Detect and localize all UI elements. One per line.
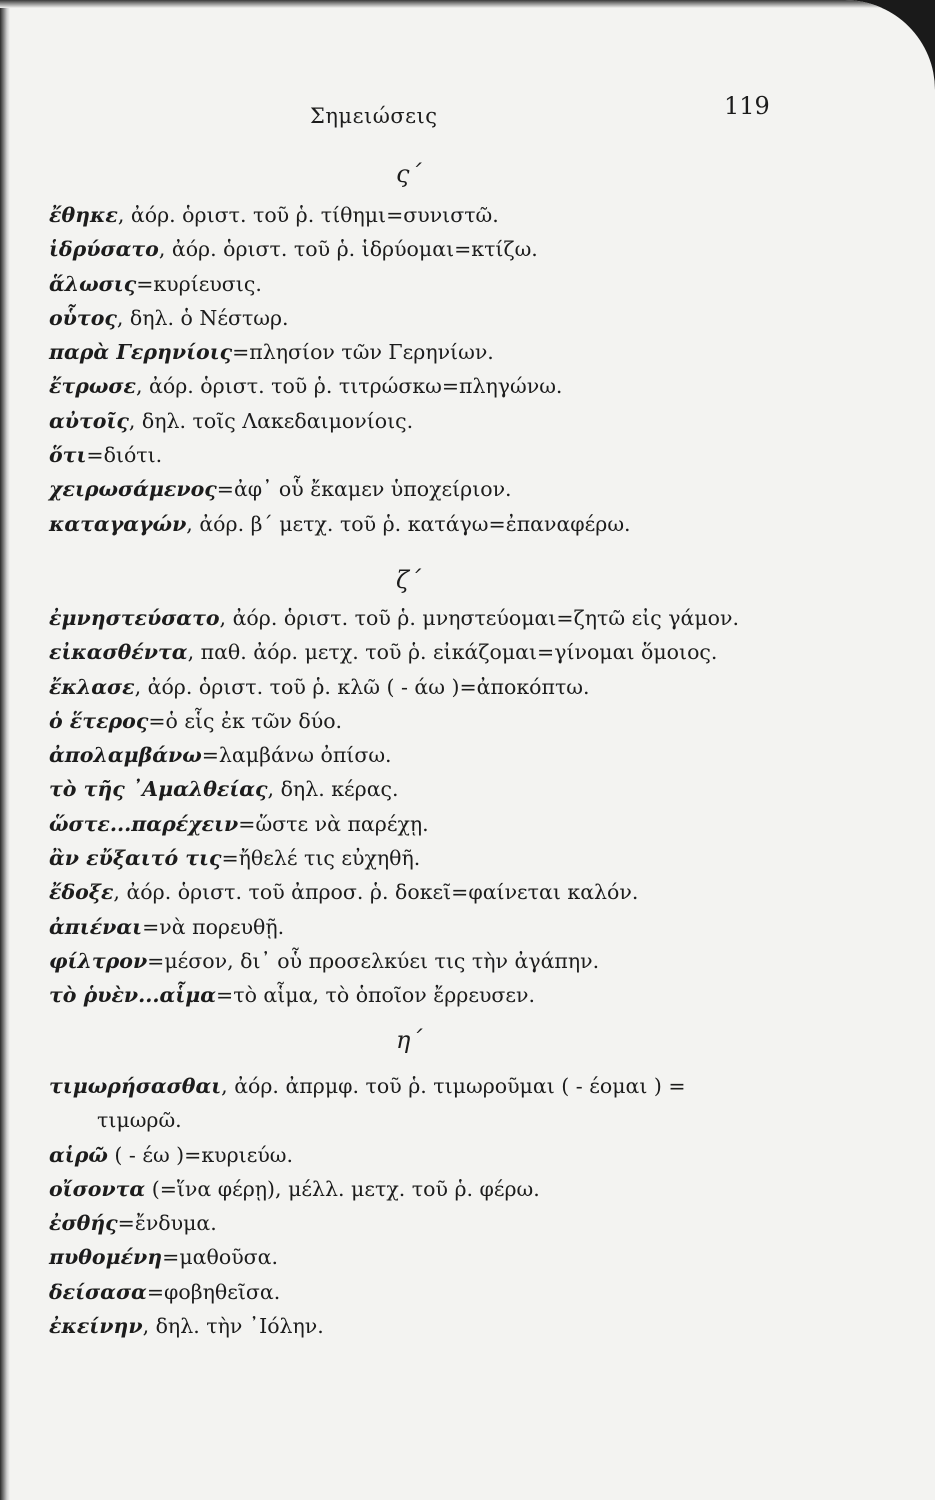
entry-gloss: ( - έω )=κυριεύω. [107, 1142, 294, 1167]
entry-gloss: , ἀόρ. ὁριστ. τοῦ ῥ. τίθημι=συνιστῶ. [117, 203, 499, 227]
entry-headword: καταγαγών [49, 511, 187, 536]
glossary-entry [49, 267, 809, 301]
glossary-entry [49, 738, 809, 772]
entry-gloss: , ἀόρ. β΄ μετχ. τοῦ ῥ. κατάγω=ἐπαναφέρω. [186, 511, 631, 536]
entry-headword: ἐσθής [49, 1211, 118, 1236]
entry-headword: ὥστε...παρέχειν [49, 811, 239, 836]
glossary-entry [49, 507, 809, 541]
glossary-list [49, 198, 809, 541]
entry-headword: ἔδοξε [49, 880, 114, 905]
glossary-entry-continuation [49, 1103, 809, 1137]
section-mark: ζ΄ [396, 566, 422, 594]
glossary-entry [49, 910, 809, 944]
entry-headword: δείσασα [49, 1279, 147, 1304]
glossary-entry [49, 875, 809, 909]
glossary-entry [49, 944, 809, 978]
entry-headword: ἂν εὔξαιτό τις [49, 846, 222, 871]
section-mark: ς΄ [396, 160, 422, 188]
glossary-entry [49, 438, 809, 472]
glossary-entry [49, 1275, 809, 1309]
entry-gloss: =φοβηθεῖσα. [146, 1279, 281, 1304]
entry-gloss: =τὸ αἷμα, τὸ ὁποῖον ἔρρευσεν. [216, 983, 535, 1008]
entry-gloss: =μέσον, δι᾽ οὗ προσελκύει τις τὴν ἀγάπην. [147, 948, 600, 973]
entry-headword: αὐτοῖς [49, 408, 129, 433]
section-mark: η΄ [396, 1026, 423, 1054]
glossary-entry [49, 369, 809, 403]
entry-gloss: , δηλ. κέρας. [267, 777, 399, 802]
entry-headword: ἔθηκε [49, 203, 118, 227]
entry-gloss: =ὁ εἷς ἐκ τῶν δύο. [148, 708, 343, 733]
glossary-entry [49, 704, 809, 738]
entry-gloss: =κυρίευσις. [136, 271, 262, 296]
entry-gloss: , ἀόρ. ὁριστ. τοῦ ῥ. κλῶ ( - άω )=ἀποκόπτω. [134, 674, 590, 699]
entry-gloss: , ἀόρ. ὁριστ. τοῦ ῥ. τιτρώσκω=πληγώνω. [136, 374, 563, 399]
entry-headword: ὁ ἕτερος [49, 708, 149, 733]
entry-headword: οὗτος [49, 305, 117, 330]
glossary-entry [49, 232, 809, 266]
entry-gloss: =ὥστε νὰ παρέχῃ. [238, 811, 429, 836]
glossary-entry [49, 472, 809, 506]
entry-gloss: , δηλ. τοῖς Λακεδαιμονίοις. [128, 408, 414, 433]
entry-gloss: =ἀφ᾽ οὗ ἔκαμεν ὑποχείριον. [216, 477, 512, 502]
entry-gloss: =διότι. [86, 443, 163, 468]
entry-gloss: , δηλ. τὴν ᾿Ιόλην. [142, 1314, 324, 1339]
entry-headword: τιμωρήσασθαι [49, 1074, 222, 1098]
entry-gloss: =πλησίον τῶν Γερηνίων. [232, 340, 494, 365]
glossary-entry [49, 670, 809, 704]
glossary-entry [49, 198, 809, 232]
glossary-entry [49, 807, 809, 841]
entry-gloss: , ἀόρ. ὁριστ. τοῦ ἀπροσ. ῥ. δοκεῖ=φαίνεται καλόν. [113, 880, 639, 905]
glossary-entry [49, 335, 809, 369]
glossary-entry [49, 1069, 809, 1103]
glossary-entry [49, 1172, 809, 1206]
glossary-list [49, 1069, 809, 1343]
glossary-entry [49, 1240, 809, 1274]
entry-headword: ἀπιέναι [49, 914, 143, 939]
entry-gloss: , δηλ. ὁ Νέστωρ. [116, 305, 289, 330]
glossary-entry [49, 301, 809, 335]
glossary-entry [49, 601, 809, 635]
entry-headword: ἱδρύσατο [49, 237, 159, 262]
entry-headword: ἐμνηστεύσατο [49, 606, 220, 630]
entry-headword: ἔτρωσε [49, 374, 136, 399]
glossary-entry [49, 1138, 809, 1172]
glossary-entry [49, 635, 809, 669]
entry-gloss: τιμωρῶ. [97, 1108, 182, 1133]
entry-gloss: , ἀόρ. ὁριστ. τοῦ ῥ. μνηστεύομαι=ζητῶ εἰς γάμον. [219, 606, 739, 630]
entry-gloss: =μαθοῦσα. [162, 1245, 279, 1270]
glossary-entry [49, 841, 809, 875]
entry-headword: ὅτι [49, 443, 87, 468]
entry-headword: ἀπολαμβάνω [49, 743, 202, 768]
entry-headword: ἅλωσις [49, 271, 137, 296]
entry-gloss: , ἀόρ. ὁριστ. τοῦ ῥ. ἱδρύομαι=κτίζω. [158, 237, 538, 262]
entry-gloss: =νὰ πορευθῇ. [142, 914, 285, 939]
entry-headword: τὸ ῥυὲν...αἷμα [49, 983, 217, 1008]
entry-headword: οἴσοντα [49, 1176, 146, 1201]
running-header: Σημειώσεις [310, 104, 438, 128]
glossary-entry [49, 1206, 809, 1240]
entry-headword: ἔκλασε [49, 674, 135, 699]
entry-gloss: =ἔνδυμα. [117, 1211, 217, 1236]
entry-gloss: =λαμβάνω ὀπίσω. [201, 743, 392, 768]
entry-headword: τὸ τῆς ᾿Αμαλθείας [49, 777, 268, 802]
entry-headword: εἰκασθέντα [49, 640, 188, 665]
glossary-entry [49, 978, 809, 1012]
glossary-list [49, 601, 809, 1013]
entry-headword: φίλτρον [49, 948, 148, 973]
entry-gloss: (=ἵνα φέρῃ), μέλλ. μετχ. τοῦ ῥ. φέρω. [145, 1176, 540, 1201]
glossary-entry [49, 1309, 809, 1343]
entry-headword: πυθομένη [49, 1245, 163, 1270]
entry-headword: χειρωσάμενος [49, 477, 217, 502]
entry-headword: ἐκείνην [49, 1314, 143, 1339]
entry-headword: αἱρῶ [49, 1142, 108, 1167]
entry-gloss: , ἀόρ. ἀπρμφ. τοῦ ῥ. τιμωροῦμαι ( - έομαι ) = [221, 1074, 686, 1098]
entry-gloss: =ἤθελέ τις εὐχηθῆ. [221, 846, 421, 871]
entry-gloss: , παθ. ἀόρ. μετχ. τοῦ ῥ. εἰκάζομαι=γίνομαι ὅμοιος. [187, 640, 718, 665]
page-number: 119 [724, 92, 770, 120]
entry-headword: παρὰ Γερηνίοις [49, 340, 233, 365]
glossary-entry [49, 404, 809, 438]
glossary-entry [49, 772, 809, 806]
